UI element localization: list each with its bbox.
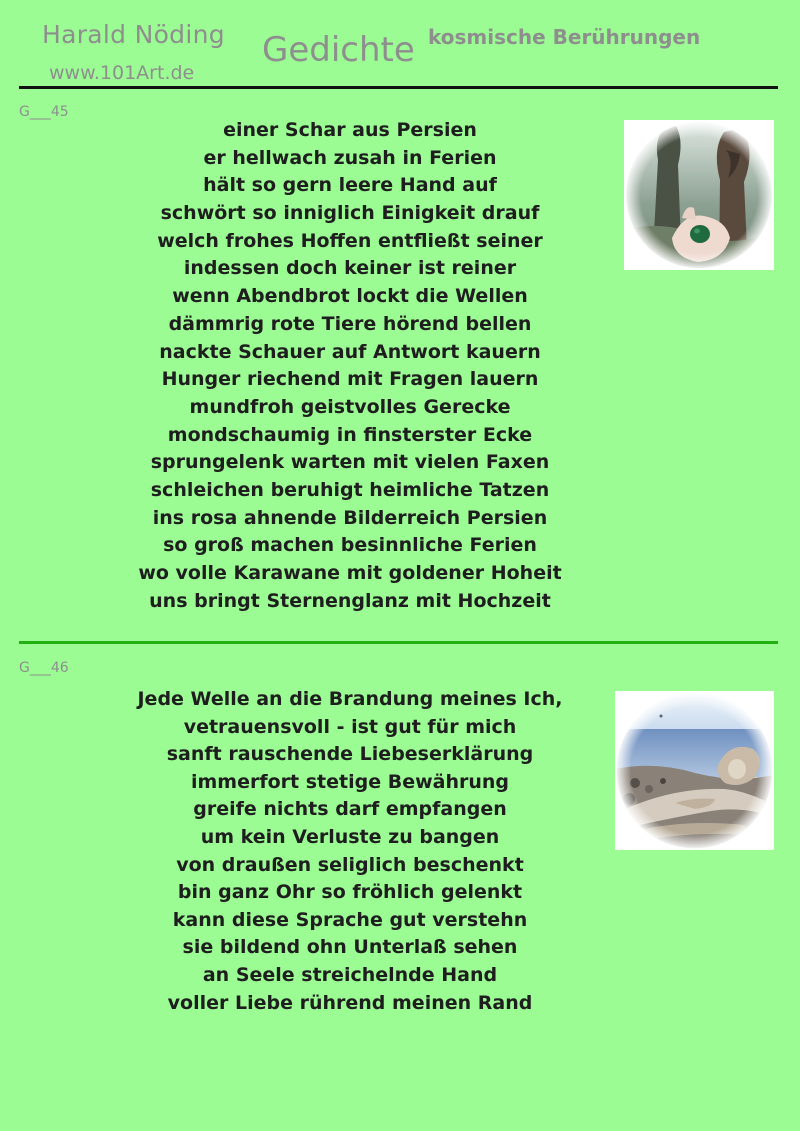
poem-line: indessen doch keiner ist reiner: [183, 257, 517, 280]
poem-line: welch frohes Hoffen entfließt seiner: [157, 229, 543, 252]
poem-line: schleichen beruhigt heimliche Tatzen: [150, 478, 550, 501]
poem-line: voller Liebe rührend meinen Rand: [167, 991, 533, 1014]
poem-line: schwört so inniglich Einigkeit drauf: [160, 202, 540, 225]
poem-line: Jede Welle an die Brandung meines Ich,: [137, 688, 563, 710]
poem-text: [100, 117, 600, 615]
photo-hand-green-stone: [624, 120, 774, 270]
photo-beach-driftwood: [615, 691, 774, 850]
poem-line: kann diese Sprache gut verstehn: [172, 908, 528, 931]
poem-line: nackte Schauer auf Antwort kauern: [159, 340, 541, 363]
poem-line: wo volle Karawane mit goldener Hoheit: [138, 562, 562, 584]
poem-line: Hunger riechend mit Fragen lauern: [161, 368, 539, 391]
poem-line: von draußen seliglich beschenkt: [176, 853, 524, 876]
page-title: Gedichte: [262, 30, 415, 70]
poem-line: so groß machen besinnliche Ferien: [163, 534, 537, 557]
poem-line: uns bringt Sternenglanz mit Hochzeit: [149, 589, 551, 612]
website-link[interactable]: www.101Art.de: [49, 62, 195, 84]
poem-line: hält so gern leere Hand auf: [203, 174, 497, 197]
section-divider: [19, 641, 778, 644]
page-subtitle: kosmische Berührungen: [428, 25, 701, 49]
poem-line: dämmrig rote Tiere hörend bellen: [168, 312, 532, 335]
poem-id: G___46: [19, 660, 69, 676]
poem-line: er hellwach zusah in Ferien: [203, 146, 497, 169]
author-name: Harald Nöding: [42, 20, 225, 49]
poem-line: ins rosa ahnende Bilderreich Persien: [152, 506, 548, 529]
poem-line: greife nichts darf empfangen: [193, 798, 507, 821]
poem-line: mondschaumig in finsterster Ecke: [167, 423, 533, 446]
poem-line: sie bildend ohn Unterlaß sehen: [182, 936, 518, 959]
poem-line: um kein Verluste zu bangen: [200, 825, 500, 848]
poem-line: wenn Abendbrot lockt die Wellen: [172, 285, 528, 308]
poem-line: an Seele streichelnde Hand: [202, 963, 498, 986]
poem-line: sanft rauschende Liebeserklärung: [166, 743, 534, 766]
header-divider: [19, 86, 778, 89]
poem-line: vetrauensvoll - ist gut für mich: [183, 715, 517, 738]
poem-line: bin ganz Ohr so fröhlich gelenkt: [177, 881, 523, 904]
poem-text: [100, 686, 600, 1017]
poem-line: mundfroh geistvolles Gerecke: [189, 395, 511, 418]
poem-line: einer Schar aus Persien: [223, 119, 477, 141]
poem-id: G___45: [19, 104, 69, 120]
poem-line: immerfort stetige Bewährung: [190, 770, 510, 793]
poem-line: sprungelenk warten mit vielen Faxen: [150, 451, 550, 474]
